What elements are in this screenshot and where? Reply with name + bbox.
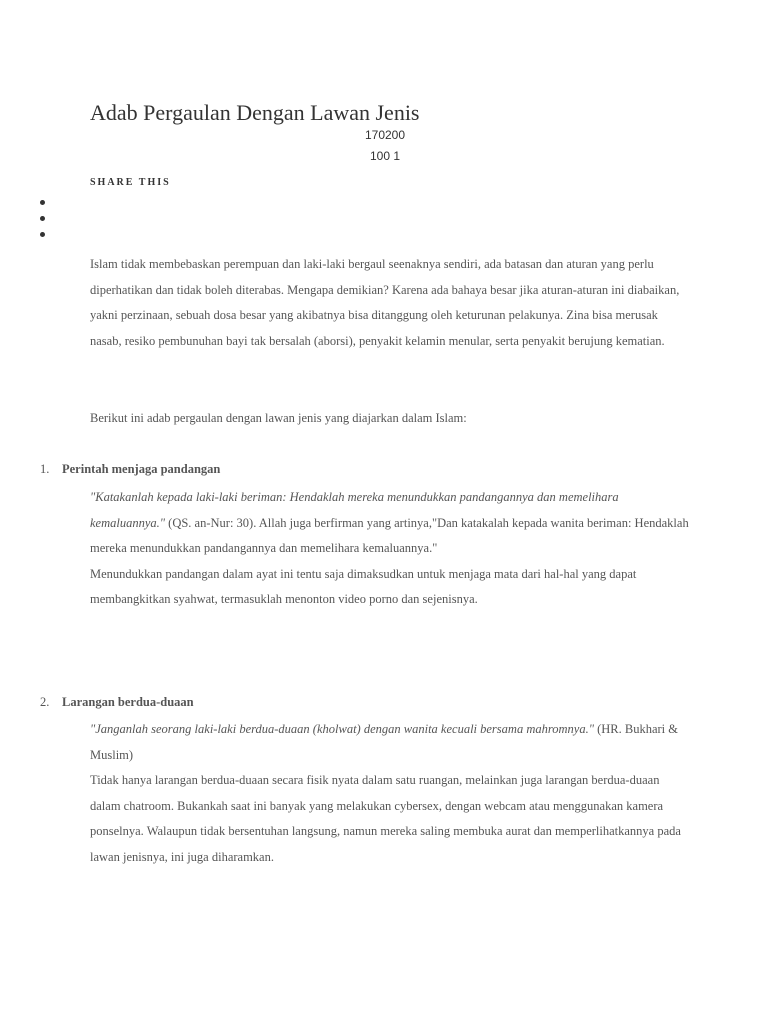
list-heading: Perintah menjaga pandangan xyxy=(62,462,221,476)
share-link-3[interactable] xyxy=(40,232,45,237)
share-link-1[interactable] xyxy=(40,200,45,205)
list-item-body xyxy=(90,717,690,870)
article-title: Adab Pergaulan Dengan Lawan Jenis xyxy=(90,100,420,125)
intro-paragraph: Islam tidak membebaskan perempuan dan laki-laki bergaul seenaknya sendiri, ada batasan dan aturan yang perlu diperhatikan dan tidak boleh diterabas. Mengapa demikian? Karena ada bahaya besar jika aturan-aturan ini diabaikan, yakni perzinaan, sebuah dosa besar yang akibatnya bisa ditanggung oleh keturunan pelakunya. Zina bisa merusak nasab, resiko pembunuhan bayi tak bersalah (aborsi), penyakit kelamin menular, serta penyakit berujung kematian. xyxy=(90,257,680,348)
share-link-2[interactable] xyxy=(40,216,45,221)
quote-text: "Katakanlah kepada laki-laki beriman: Hendaklah mereka menundukkan pandangannya dan memelihara kemaluannya." xyxy=(90,490,619,530)
share-links xyxy=(40,200,45,248)
share-heading: SHARE THIS xyxy=(90,177,171,188)
quote-source: (QS. an-Nur: 30). Allah juga berfirman yang artinya,"Dan katakalah kepada wanita beriman: Hendaklah mereka menundukkan pandangannya dan memelihara kemaluannya." xyxy=(90,515,689,555)
list-number: 1. xyxy=(40,462,50,476)
lead-paragraph: Berikut ini adab pergaulan dengan lawan jenis yang diajarkan dalam Islam: xyxy=(90,411,467,425)
list-number: 2. xyxy=(40,695,50,709)
rating-counts: 100 1 xyxy=(369,149,401,163)
quote-source: (HR. Bukhari & Muslim) xyxy=(90,722,678,762)
quote-text: "Janganlah seorang laki-laki berdua-duaan (kholwat) dengan wanita kecuali bersama mahromnya." xyxy=(90,722,594,736)
list-heading: Larangan berdua-duaan xyxy=(62,695,194,709)
list-item-text: Tidak hanya larangan berdua-duaan secara fisik nyata dalam satu ruangan, melainkan juga larangan berdua-duaan dalam chatroom. Bukankah saat ini banyak yang melakukan cybersex, dengan webcam atau menggunakan kamera ponselnya. Walaupun tidak bersentuhan langsung, namun mereka saling membuka aurat dan memperlihatkannya pada lawan jenisnya, ini juga diharamkan. xyxy=(90,773,681,864)
view-count: 170200 xyxy=(364,128,406,142)
list-item-body xyxy=(90,485,690,613)
list-item-text: Menundukkan pandangan dalam ayat ini tentu saja dimaksudkan untuk menjaga mata dari hal-hal yang dapat membangkitkan syahwat, termasuklah menonton video porno dan sejenisnya. xyxy=(90,566,637,606)
